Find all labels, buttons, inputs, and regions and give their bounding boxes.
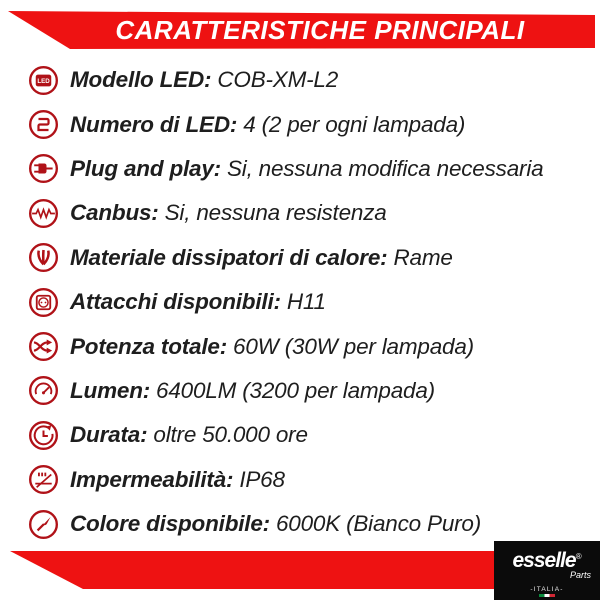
spec-row-modello-led <box>28 58 600 102</box>
spec-row-lumen <box>28 369 600 413</box>
gauge-icon <box>28 375 59 406</box>
spec-value: 4 (2 per ogni lampada) <box>243 111 466 137</box>
italy-flag-icon <box>539 594 555 597</box>
spec-value: COB-XM-L2 <box>217 67 339 93</box>
brand-country: -ITALIA- <box>494 586 600 597</box>
spec-value: oltre 50.000 ore <box>153 422 308 448</box>
spec-label: Materiale dissipatori di calore: <box>70 244 388 270</box>
heatsink-fins-icon <box>28 242 59 273</box>
spec-label: Colore disponibile: <box>70 511 270 537</box>
shuffle-arrows-icon <box>28 331 59 362</box>
registered-mark: ® <box>575 552 582 561</box>
brand-subtitle: Parts <box>569 570 591 580</box>
spec-label: Lumen: <box>70 377 151 403</box>
spec-list <box>28 58 600 546</box>
spec-value: Si, nessuna resistenza <box>164 200 387 226</box>
spec-value: 6000K (Bianco Puro) <box>275 511 482 537</box>
number-two-icon <box>28 109 59 140</box>
spec-label: Potenza totale: <box>70 333 228 359</box>
spec-label: Numero di LED: <box>70 111 238 137</box>
spec-label: Durata: <box>70 422 148 448</box>
spec-value: Rame <box>393 244 453 270</box>
plug-icon <box>28 153 59 184</box>
brand-name: esselle® <box>512 549 582 572</box>
spec-label: Modello LED: <box>70 67 212 93</box>
clock-rewind-icon <box>28 420 59 451</box>
led-chip-icon <box>28 65 59 96</box>
spec-value: Si, nessuna modifica necessaria <box>226 155 544 181</box>
spec-label: Attacchi disponibili: <box>70 289 281 315</box>
spec-row-impermeabilita <box>28 458 600 502</box>
spec-row-durata <box>28 413 600 457</box>
waterproof-icon <box>28 464 59 495</box>
socket-icon <box>28 287 59 318</box>
spec-label: Canbus: <box>70 200 159 226</box>
spec-value: H11 <box>286 289 326 315</box>
brand-logo <box>494 541 600 600</box>
spec-value: 6400LM (3200 per lampada) <box>156 377 435 403</box>
spec-row-attacchi <box>28 280 600 324</box>
spec-label: Impermeabilità: <box>70 466 234 492</box>
spec-row-potenza <box>28 324 600 368</box>
paintbrush-icon <box>28 509 59 540</box>
svg-text:LED: LED <box>37 77 50 85</box>
resistor-wave-icon <box>28 198 59 229</box>
spec-row-colore <box>28 502 600 546</box>
page-title: CARATTERISTICHE PRINCIPALI <box>115 15 525 45</box>
spec-row-dissipatori <box>28 236 600 280</box>
spec-row-plug-and-play <box>28 147 600 191</box>
spec-value: IP68 <box>239 466 285 492</box>
spec-value: 60W (30W per lampada) <box>233 333 474 359</box>
spec-row-numero-led <box>28 102 600 146</box>
spec-label: Plug and play: <box>70 155 221 181</box>
spec-row-canbus <box>28 191 600 235</box>
